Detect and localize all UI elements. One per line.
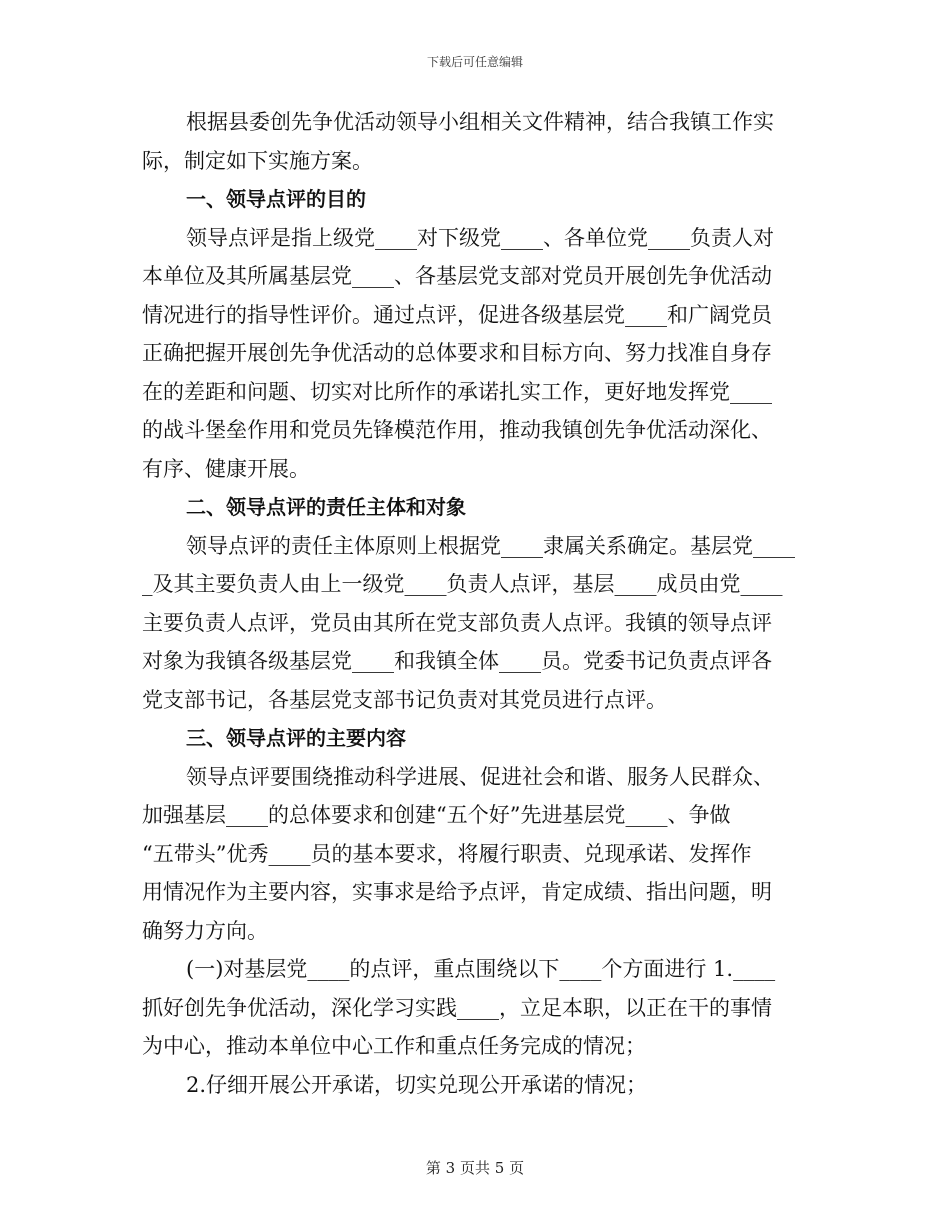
paragraph-line: 有序、健康开展。 [142, 456, 310, 481]
paragraph-line: 领导点评是指上级党____对下级党____、各单位党____负责人对 [186, 225, 774, 250]
document-body [142, 103, 812, 1104]
paragraph-line: 加强基层____的总体要求和创建“五个好”先进基层党____、争做 [142, 803, 731, 827]
paragraph-line: 际，制定如下实施方案。 [142, 148, 373, 173]
paragraph-line: 抓好创先争优活动，深化学习实践____，立足本职，以正在干的事情 [142, 995, 772, 1020]
paragraph-line: “五带头”优秀____员的基本要求，将履行职责、兑现承诺、发挥作 [142, 841, 752, 866]
section-heading: 三、领导点评的主要内容 [186, 726, 406, 750]
paragraph-line: 根据县委创先争优活动领导小组相关文件精神，结合我镇工作实 [186, 110, 774, 134]
paragraph-line: 正确把握开展创先争优活动的总体要求和目标方向、努力找准自身存 [142, 341, 772, 365]
paragraph-line: 在的差距和问题、切实对比所作的承诺扎实工作，更好地发挥党____ [142, 379, 772, 404]
paragraph-line: 的战斗堡垒作用和党员先锋模范作用，推动我镇创先争优活动深化、 [142, 418, 772, 442]
page-header: 下载后可任意编辑 [426, 55, 523, 69]
paragraph-line: 确努力方向。 [142, 918, 268, 943]
paragraph-line: 主要负责人点评，党员由其所在党支部负责人点评。我镇的领导点评 [142, 610, 772, 635]
paragraph-line: 用情况作为主要内容，实事求是给予点评，肯定成绩、指出问题，明 [142, 880, 772, 904]
paragraph-line: 领导点评要围绕推动科学进展、促进社会和谐、服务人民群众、 [186, 764, 774, 789]
paragraph-line: 为中心，推动本单位中心工作和重点任务完成的情况； [142, 1034, 646, 1058]
paragraph-line: 2.仔细开展公开承诺，切实兑现公开承诺的情况； [186, 1072, 648, 1097]
paragraph-line: (一)对基层党____的点评，重点围绕以下____个方面进行 1.____ [186, 957, 776, 981]
page-footer: 第 3 页共 5 页 [425, 1159, 525, 1177]
section-heading: 二、领导点评的责任主体和对象 [186, 495, 466, 519]
paragraph-line: 党支部书记，各基层党支部书记负责对其党员进行点评。 [142, 687, 667, 712]
section-heading: 一、领导点评的目的 [186, 187, 366, 211]
paragraph-line: 本单位及其所属基层党____、各基层党支部对党员开展创先争优活动 [142, 264, 772, 288]
paragraph-line: 情况进行的指导性评价。通过点评，促进各级基层党____和广阔党员 [142, 302, 772, 327]
paragraph-line: 对象为我镇各级基层党____和我镇全体____员。党委书记负责点评各 [142, 649, 772, 673]
paragraph-line: 领导点评的责任主体原则上根据党____隶属关系确定。基层党____ [186, 533, 795, 558]
paragraph-line: _及其主要负责人由上一级党____负责人点评，基层____成员由党____ [142, 572, 783, 596]
